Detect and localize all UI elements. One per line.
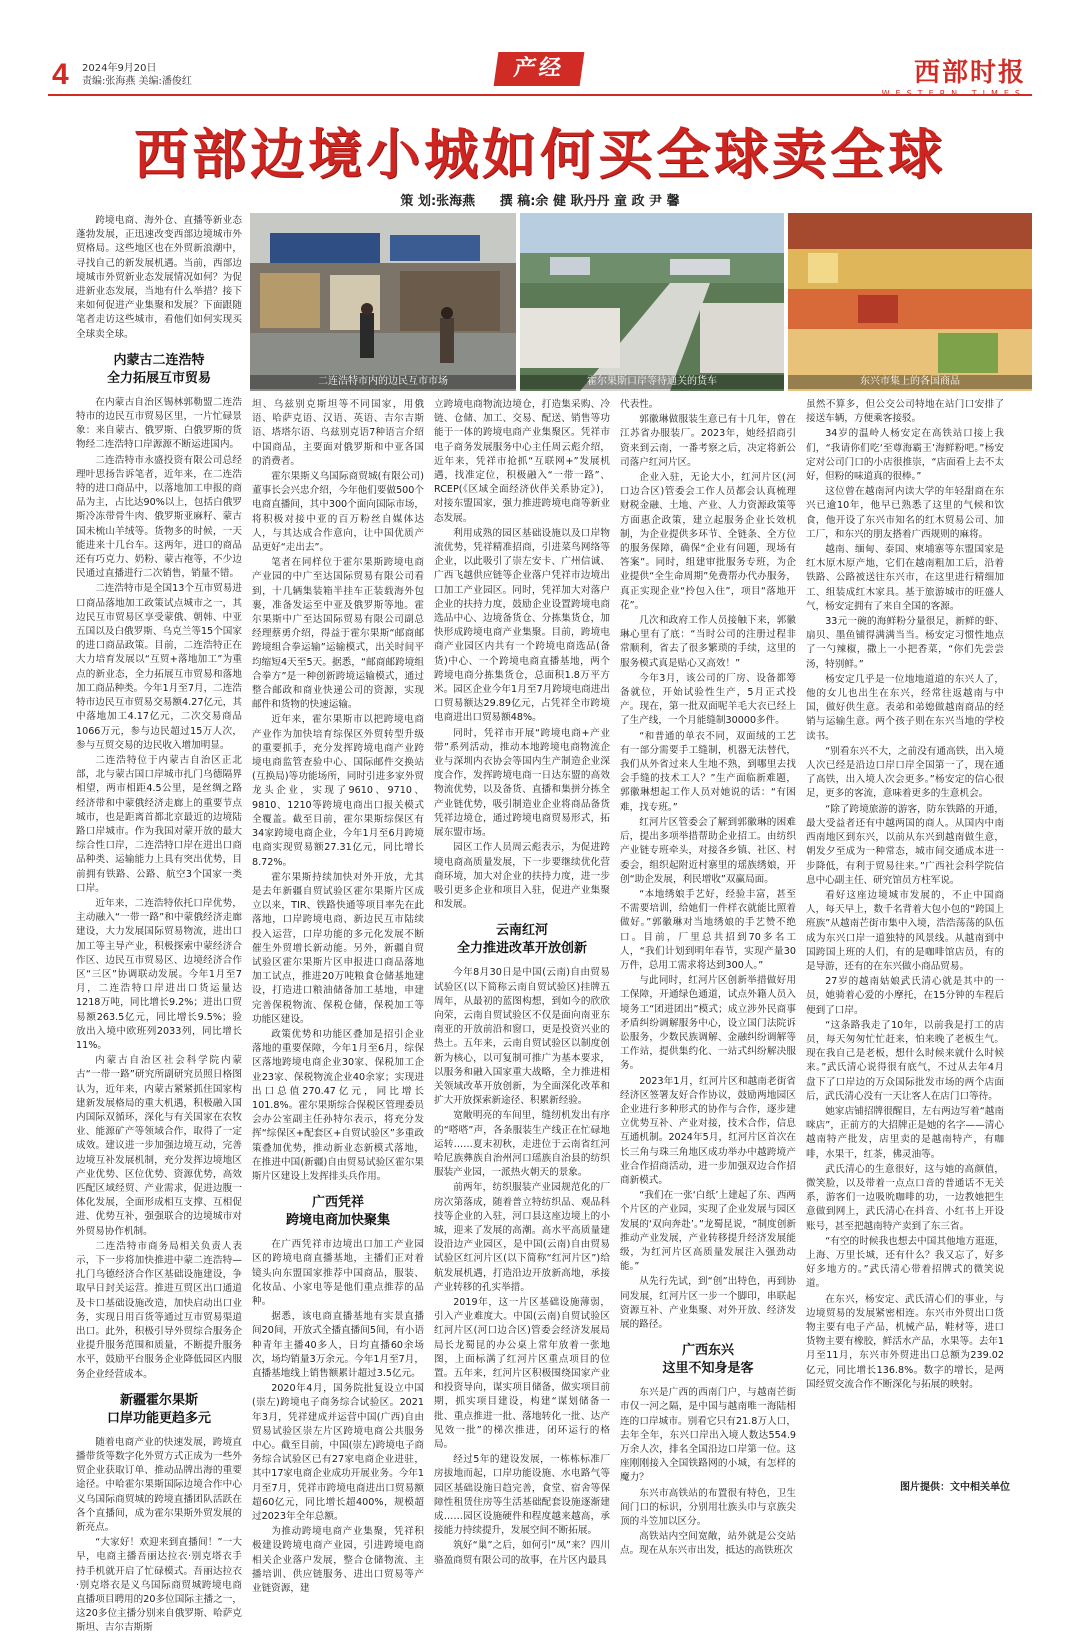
paragraph: 在广西凭祥市边境出口加工产业园区的跨境电商直播基地，主播们正对着镜头向东盟国家推荐中国商品，服装、化妆品、小家电等是他们重点推荐的品种。 (252, 1239, 424, 1307)
paragraph: 二连浩特位于内蒙古自治区正北部，北与蒙古国口岸城市扎门乌德隔界相望，两市相距4.5公里，是丝绸之路经济带和中蒙俄经济走廊上的重要节点城市，也是距离首都北京最近的边境陆路口岸城市。作为我国对蒙开放的最大综合性口岸，二连浩特口岸在进出口商品种类、运输能力上具有突出优势，目前拥有铁路、公路、航空3个国家一类口岸。 (76, 754, 242, 894)
subheading-line: 全力拓展互市贸易 (106, 370, 211, 386)
paragraph: 2023年1月，红河片区和越南老街省经济区签署友好合作协议，鼓励两地园区企业进行多种形式的协作与合作，逐步建立优势互补、产业对接，技术合作，信息互通机制。2024年5月，红河片区首次在长三角与珠三角地区成功举办中越跨境产业合作招商活动，进一步加强双边合作招商新模式。 (620, 1075, 796, 1186)
writers: 撰 稿:余 健 耿丹丹 童 政 尹 馨 (499, 194, 680, 209)
paragraph: 33元一碗的海鲜粉分量很足，新鲜的虾、扇贝、墨鱼铺得满满当当。杨安定习惯性地点了一勺辣椒，撒上一小把香菜，“你们先尝尝汤，特别鲜。” (806, 616, 1004, 670)
port-illustration (520, 213, 784, 391)
paragraph: 这位曾在越南河内读大学的年轻甜商在东兴已逾10年，他早已熟悉了这里的气候和饮食，他开设了东兴市知名的红木贸易公司、加工厂，和东兴的朋友搭着广西规则的麻将。 (806, 486, 1004, 540)
paragraph: 红河片区管委会了解到郭徽琳的困难后，提出多项举措帮助企业招工。由纺织产业链专班牵头，对接各乡镇、社区、村委会，组织起附近村寨里的瑶族绣娘，开创“助企发展，利民增收”双赢局面。 (620, 816, 796, 885)
photo-caption: 霍尔果斯口岸等待通关的货车 (520, 375, 784, 389)
photo-goods (788, 213, 1032, 391)
paragraph: 越南、缅甸、泰国、柬埔寨等东盟国家是红木原木原产地，它们在越南粗加工后，沿着铁路、公路被送往东兴市，在这里进行精细加工、组装成红木家具。基于旅游城市的旺盛人气，杨安定拥有了来自全国的客源。 (806, 544, 1004, 612)
paragraph: 近年来，霍尔果斯市以把跨境电商产业作为加快培育综保区外贸转型升级的重要抓手，充分发挥跨境电商产业跨境电商监管查验中心、国际邮件交换站(互换局)等功能场所，同时引进多家外贸龙头企业，实现了9610、9710、9810、1210等跨境电商出口报关模式全覆盖。截至目前，霍尔果斯综保区有34家跨境电商企业，今年1月至6月跨境电商实现贸易额27.31亿元，同比增长8.72%。 (252, 714, 424, 868)
paragraph: 2019年，这一片区基础设施薄弱，引入产业难度大。中国(云南)自贸试验区红河片区(河口边合区)管委会经济发展局局长龙蜀昆的办公桌上常年放着一张地图，上面标满了红河片区重点项目的位置。五年来，红河片区积极围绕国家产业和投资导向，谋实项目储备，做实项目前期，抓实项目建设，构建“谋划储备一批、重点推进一批、落地转化一批、达产见效一批”的梯次推进，闭环运行的格局。 (434, 1296, 610, 1451)
paragraph: 34岁的温岭人杨安定在高铁站口接上我们，“我请你们吃‘至尊海霸王’海鲜粉吧。”杨安定对公司门口的小店很推崇，“店面看上去不太好，但粉的味道真的很棒。” (806, 428, 1004, 483)
column-4 (620, 398, 796, 1557)
paragraph: 立跨境电商物流边境仓，打造集采购、冷链、仓储、加工、交易、配送、销售等功能于一体的跨境电商产业集聚区。凭祥市电子商务发展服务中心主任周云彪介绍，近年来，凭祥市抢抓“互联网+”发展机遇，找准定位，积极融入“一带一路”、RCEP(《区域全面经济伙伴关系协定》)，对接东盟国家，强力推进跨境电商等新业态发展。 (434, 399, 610, 524)
subheading-pingxiang (252, 1194, 424, 1230)
masthead-title: 西部时报 (913, 58, 1026, 88)
paragraph: 宽敞明亮的车间里，缝纫机发出有序的“嗒嗒”声，各条服装生产线正在忙碌地运转……夏末初秋，走进位于云南省红河哈尼族彝族自治州河口瑶族自治县的纺织服装产业园，一派热火朝天的景象。 (434, 1110, 610, 1179)
paragraph: 园区工作人员周云彪表示，为促进跨境电商高质量发展，下一步要继续优化营商环境，加大对企业的扶持力度，进一步吸引更多企业和项目入驻，促进产业集聚和发展。 (434, 842, 610, 911)
column-2 (252, 398, 424, 1595)
paragraph: 二连浩特市商务局相关负责人表示，下一步将加快推进中蒙二连浩特—扎门乌德经济合作区基础设施建设，争取早日封关运营。推进互贸区出口通道及卡口基础设施改造，加快启动出口业务，实现日用百货等通过互市贸易渠道出口。此外，积极引导外贸综合服务企业提升服务范围和质量，不断提升服务水平，鼓励平台服务企业降低园区内服务企业经营成本。 (76, 1240, 242, 1380)
market-illustration (250, 213, 516, 391)
paragraph: 与此同时，红河片区创新举措做好用工保障，开通绿色通道，试点外籍人员入境务工“团进团出”模式；成立涉外民商事矛盾纠纷调解服务中心，设立国门法院诉讼服务，少数民族调解、金融纠纷调解等工作站，提供集约化、一站式纠纷解决服务。 (620, 975, 796, 1072)
paragraph: 二连浩特市是全国13个互市贸易进口商品落地加工政策试点城市之一，其边民互市贸易区享受蒙俄、朝韩、中亚五国以及白俄罗斯、乌克兰等15个国家的进口商品政策。目前，二连浩特正在大力培育发展以“互贸+落地加工”为重点的新业态，全力拓展互市贸易和落地加工商品种类。今年1月至7月，二连浩特市边民互市贸易交易额4.27亿元，其中落地加工4.17亿元，二次交易商品1066万元，参与边民超过15万人次，参与互贸交易的边民收入增加明显。 (76, 583, 242, 751)
column-1 (76, 214, 242, 1634)
byline (48, 190, 1032, 209)
paragraph: 在东兴，杨安定、武氏清心们的事业，与边境贸易的发展紧密相连。东兴市外贸出口货物主要有电子产品，机械产品，鞋材等，进口货物主要有橡胶，鲜活水产品，水果等。去年1月至11月，东兴市外贸进出口总额为239.02亿元，同比增长136.8%。数字的增长，是两国经贸交流合作不断深化与拓展的映射。 (806, 1293, 1004, 1390)
paragraph: 今年8月30日是中国(云南)自由贸易试验区(以下简称云南自贸试验区)挂牌五周年，从最初的蓝图构想，到如今的欣欣向荣，云南自贸试验区不仅是面向南亚东南亚的开放前沿和窗口，更是投资兴业的热土。五年来，云南自贸试验区以制度创新为核心，以可复制可推广为基本要求，以服务和融入国家重大战略，全力推进相关领域改革开放创新，为全面深化改革和扩大开放探索新途径、积累新经验。 (434, 967, 610, 1107)
paragraph: 她家店铺招牌很醒目，左右两边写着“越南咪店”，正前方的大招牌正是她的名字——清心越南特产批发，店里卖的是越南特产，有咖啡，水果干，红茶，佛灵油等。 (806, 1105, 1004, 1160)
paragraph: 武氏清心的生意很好，这与她的高颜值，微笑脸，以及带着一点点口音的普通话不无关系，游客们一边吸吮咖啡的功，一边教她把生意做到网上，武氏清心在抖音、小红书上开设账号，甚至把越南特产卖到了东三省。 (806, 1163, 1004, 1232)
subheading-line: 新疆霍尔果斯 (119, 1392, 198, 1408)
subheading-line: 云南红河 (495, 923, 548, 939)
photo-market (250, 213, 516, 391)
paragraph: 同时，凭祥市开展“跨境电商+产业带”系列活动，推动本地跨境电商物流企业与深圳内衣协会等国内生产制造企业深度合作，发挥跨境电商一日达东盟的高效物流优势，以及备货、直播和集拼分拣全产业链优势，吸引制造业企业将商品备货凭祥边境仓，通过跨境电商贸易形式，拓展东盟市场。 (434, 727, 610, 839)
paragraph: 今年3月，该公司的厂房、设备都筹备就位，开始试验性生产，5月正式投产。现在，第一批双面呢羊毛大衣已经上了生产线，一个月能缝制30000多件。 (620, 672, 796, 727)
paragraph: 东兴是广西的西南门户，与越南芒街市仅一河之隔，是中国与越南唯一海陆相连的口岸城市。别看它只有21.8万人口，去年全年，东兴口岸出入境人数达554.9万余人次，排名全国沿边口岸第一位。这座刚刚接入全国铁路网的小城，有怎样的魔力？ (620, 1387, 796, 1484)
photo-credit: 图片提供：文中相关单位 (900, 1482, 1010, 1493)
subheading-line: 这里不知身是客 (662, 1361, 754, 1377)
paragraph: 在内蒙古自治区锡林郭勒盟二连浩特市的边民互市贸易区里，一片忙碌景象：来自蒙古、俄罗斯、白俄罗斯的货物经二连浩特口岸源源不断运进国内。 (76, 396, 242, 451)
photo-caption: 东兴市集上的各国商品 (788, 375, 1032, 389)
paragraph: “有空的时候我也想去中国其他地方逛逛，上海、万里长城，还有什么？我又忘了，好多好多地方的。”武氏清心带着招牌式的微笑说道。 (806, 1235, 1004, 1290)
paragraph: “这条路我走了10年，以前我是打工的店员，每天匆匆忙忙赶来，怕来晚了老板生气。现在我自己是老板，想什么时候来就什么时候来。”武氏清心说得很有底气，不过从去年4月盘下了口岸边的万众国际批发市场的两个店面后，武氏清心没有一天让客人在店门口等待。 (806, 1019, 1004, 1102)
paragraph: 筑好“巢”之后，如何引“凤”来？四川骆盈商贸有限公司的故事，在片区内最具 (434, 1540, 610, 1566)
photo-caption: 二连浩特市内的边民互市市场 (250, 375, 516, 389)
paragraph: 看好这座边境城市发展的，不止中国商人，每天早上，数千名背着大包小包的“跨国上班族”从越南芒街市集中入境，浩浩荡荡的队伍成为东兴口岸一道独特的风景线。从越南到中国跨国上班的人们，有的是咖啡馆店员，有的是导游，还有的在东兴做小商品贸易。 (806, 889, 1004, 972)
subheading-line: 广西东兴 (681, 1343, 734, 1359)
subheading-dongxing (620, 1342, 796, 1378)
paragraph: 内蒙古自治区社会科学院内蒙古“一带一路”研究所副研究员照日格图认为，近年来，内蒙古紧紧抓住国家构建新发展格局的重大机遇，积极融入国内国际双循环，深化与有关国家在农牧业、能源矿产等领域合作，取得了一定成效。建议进一步加强边境互动，完善边境互补发展机制，充分发挥边境地区产业优势、区位优势、资源优势，高效匹配区域经贸、产业需求，促进边腹一体化发展，全面形成相互支撑、互相促进、优势互补，强强联合的边境城市对外贸易协作机制。 (76, 1055, 242, 1237)
paragraph: “别看东兴不大，之前没有通高铁，出入境人次已经是沿边口岸口岸全国第一了，现在通了高铁，出入境人次会更多。”杨安定的信心很足，更多的客流，意味着更多的生意机会。 (806, 745, 1004, 800)
paragraph: 为推动跨境电商产业集聚，凭祥积极建设跨境电商产业园，引进跨境电商相关企业落户发展，整合仓储物流、主播培训、供应链服务、进出口贸易等产业链资源，建 (252, 1526, 424, 1595)
paragraph: 政策优势和功能区叠加是招引企业落地的重要保障，今年1月至6月，综保区落地跨境电商企业30家、保税加工企业23家、保税物流企业40余家；实现进出口总值270.47亿元，同比增长101.8%。霍尔果斯综合保税区管理委员会办公室副主任孙特尔表示，将充分发挥“综保区+配套区+自贸试验区”多重政策叠加优势，推动新业态新模式落地，在推进中国(新疆)自由贸易试验区霍尔果斯片区建设上发挥排头兵作用。 (252, 1028, 424, 1182)
column-5 (806, 398, 1004, 1470)
paragraph: “本地绣娘手艺好，经验丰富，甚至不需要培训，给她们一件样衣就能比照着做好。”郭徽琳对当地绣娘的手艺赞不绝口。目前，厂里总共招到70多名工人，“我们计划到明年春节，实现产量30万件，总用工需求将达到300人。” (620, 888, 796, 971)
paragraph: “和普通的单衣不同，双面绒的工艺有一部分需要手工缝制，机器无法替代，我们从外省过来人生地不熟，到哪里去找会手缝的技术工人？”生产面临新难题，郭徽琳想起工作人员对她说的话：“有困难，找专班。” (620, 730, 796, 813)
paragraph: 二连浩特市永盛投资有限公司总经理叶思扬告诉笔者，近年来，在二连浩特的进口商品中，以落地加工申报的商品为主，占比达90%以上，包括白俄罗斯冷冻带骨牛肉、俄罗斯亚麻籽、蒙古国未梳山羊绒等。货物多的时候，一天能进来十几台车。这两年，进口的商品还有巧克力、奶粉、蒙古袍等，不少边民通过直播进行二次销售，销量不错。 (76, 454, 242, 580)
intro-paragraph: 跨境电商、海外仓、直播等新业态蓬勃发展，正迅速改变西部边境城市外贸格局。这些地区也在外贸新浪潮中，寻找自己的新发展机遇。当前，西部边境城市外贸新业态发展情况如何？为促进新业态发展，当地有什么举措？接下来如何促进产业集聚和发展？下面跟随笔者走访这些城市，看他们如何实现买全球卖全球。 (76, 215, 242, 340)
subheading-line: 口岸功能更趋多元 (106, 1410, 211, 1426)
paragraph: 高铁站内空间宽敞，站外就是公交站点。现在从东兴市出发，抵达的高铁班次 (620, 1531, 796, 1557)
subheading-line: 全力推进改革开放创新 (456, 941, 587, 957)
subheading-horgos (76, 1392, 242, 1428)
headline: 西部边境小城如何买全球卖全球 (134, 123, 946, 186)
paragraph: 近年来，二连浩特依托口岸优势，主动融入“一带一路”和中蒙俄经济走廊建设，大力发展国际贸易物流，进出口加工等主导产业，积极探索中蒙经济合作区、边民互市贸易区、边境经济合作区“三区”协调联动发展。今年1月至7月，二连浩特口岸进出口货运量达1218万吨，同比增长9.2%；进出口贸易额263.5亿元，同比增长9.5%；验放出入境中欧班列2033列，同比增长11%。 (76, 897, 242, 1051)
subheading-line: 广西凭祥 (311, 1195, 364, 1211)
editors-line: 责编:张海燕 美编:潘俊红 (82, 76, 192, 87)
paragraph: 霍尔果斯义乌国际商贸城(有限公司)董事长会兴忠介绍，今年他们要做500个电商直播间，其中300个面向国际市场，将积极对接中亚的百万粉丝自媒体达人，与其达成合作意向，让中国优质产品更好“走出去”。 (252, 471, 424, 554)
paragraph: 东兴市高铁站的布置很有特色，卫生间门口的标识，分别用壮族头巾与京族尖顶的斗笠加以区分。 (620, 1487, 796, 1528)
page-number: 4 (52, 58, 69, 91)
paragraph: 据悉，该电商直播基地有实景直播间20间，开放式全播直播间5间，有小语种青年主播40多人，日均直播60余场次，场均销量3万余元。今年1月至7月，直播基地线上销售额累计超过3.5亿元。 (252, 1311, 424, 1379)
paragraph: “我们在一张‘白纸’上建起了东、西两个片区的产业园，实现了企业发展与园区发展的‘双向奔赴’。”龙蜀昆说，“制度创新推动产业发展，产业转移提升经济发展能级，为红河片区高质量发展注入强劲动能。” (620, 1190, 796, 1273)
paragraph: 代表性。 (620, 399, 659, 410)
paragraph: 霍尔果斯持续加快对外开放，尤其是去年新疆自贸试验区霍尔果斯片区成立以来，TIR、铁路快通等项目率先在此落地，口岸跨境电商、新边民互市陆续投入运营，口岸功能的多元化发展不断催生外贸增长新动能。另外，新疆自贸试验区霍尔果斯片区申报进口商品落地加工试点，推进20万吨粮食仓储基地建设，打造进口粮油储备加工基地，申建完善保税物流、保税仓储，保税加工等功能区建设。 (252, 871, 424, 1025)
paragraph: 郭徽琳做服装生意已有十几年，曾在江苏省办服装厂。2023年，她经招商引资来到云南，一番考察之后，决定将新公司落户红河片区。 (620, 414, 796, 468)
masthead (882, 52, 1026, 98)
paragraph: 虽然不算多，但公交公司特地在站门口安排了接送车辆，方便乘客接驳。 (806, 399, 1004, 425)
paragraph: 前两年，纺织服装产业园规范化的厂房次第落成，随着普立特纺织品、观品科技等企业的入驻，河口县这座边境上的小城，迎来了发展的高潮。高水平高质量建设沿边产业园区，是中国(云南)自由贸易试验区红河片区(以下简称“红河片区”)给航发展机遇，打造沿边开放新高地，承接产业转移的孔实举措。 (434, 1182, 610, 1293)
paragraph: 经过5年的建设发展，一栋栋标准厂房拔地而起，口岸功能设施、水电路气等园区基础设施日趋完善，食堂、宿舍等保障性租赁住房等生活基础配套设施逐渐建成……园区设施硬件和程度越来越高，承接能力持续提升，发展空间不断拓展。 (434, 1454, 610, 1537)
issue-date: 2024年9月20日 (82, 63, 157, 74)
subheading-erlianhot (76, 352, 242, 388)
paragraph: 利用成熟的园区基础设施以及口岸物流优势，凭祥精准招商，引进菜鸟网络等企业，以此吸引了崇左安卡、广州信诚、广西飞越供应链等企业落户凭祥市边境出口加工产业园区。同时，凭祥加大对落户企业的扶持力度，鼓励企业设置跨境电商选品中心、边境备货仓、分拣集货仓，加快形成跨境电商产业集聚。目前，跨境电商产业园区内共有一个跨境电商选品(备货)中心、一个跨境电商直播基地，两个跨境电商分拣集货仓，总面积1.8万平方米。园区企业今年1月至7月跨境电商进出口贸易额达29.89亿元，占凭祥全市跨境电商进出口贸易额48%。 (434, 527, 610, 724)
paragraph: 几次和政府工作人员接触下来，郭徽琳心里有了底：“当时公司的注册过程非常顺利，省去了很多繁琐的手续，这里的服务模式真是贴心又高效！” (620, 615, 796, 669)
paragraph: 随着电商产业的快速发展，跨境直播带货等数字化外贸方式正成为一些外贸企业获取订单、推动品牌出海的重要途径。中哈霍尔果斯国际边境合作中心义乌国际商贸城的跨境直播团队活跃在各个直播间，成为霍尔果斯外贸发展的新亮点。 (76, 1436, 242, 1534)
paragraph: 企业入驻，无论大小，红河片区(河口边合区)管委会工作人员都会认真梳理财税金融、土地、产业、人力资源政策等方面惠企政策，建立起服务企业长效机制，为企业提供多环节、全链条、全方位的服务保障，确保“企业有问题，现场有答案”。同时，组建审批服务专班，为企业提供“全生命周期”免费帮办代办服务，真正实现企业“拎包入住”，项目“落地开花”。 (620, 472, 796, 611)
paragraph: 27岁的越南姑娘武氏清心就是其中的一员，她骑着心爱的小摩托，在15分钟的车程后便到了口岸。 (806, 976, 1004, 1016)
subheading-line: 内蒙古二连浩特 (113, 352, 205, 368)
subheading-line: 跨境电商加快聚集 (285, 1213, 390, 1229)
paragraph: “大家好！欢迎来到直播间！”一大早，电商主播吾丽达拉衣·别克塔衣手持手机就开启了忙碌模式。吾丽达拉衣·别克塔衣是义乌国际商贸城跨境电商直播项目聘用的20多位国际主播之一，这20多位主播分别来自俄罗斯、哈萨克斯坦、吉尔吉斯斯 (76, 1537, 242, 1634)
header-rule (48, 94, 1032, 96)
planner: 策 划:张海燕 (400, 194, 476, 209)
column-3 (434, 398, 610, 1566)
paragraph: 从先行先试，到“创”出特色，再到协同发展，红河片区一步一个脚印，串联起资源互补、产业集聚、对外开放、经济发展的路径。 (620, 1276, 796, 1330)
header-meta (82, 62, 192, 88)
paragraph: 2020年4月，国务院批复设立中国(崇左)跨境电子商务综合试验区。2021年3月，凭祥建成并运营中国(广西)自由贸易试验区崇左片区跨境电商公共服务中心。截至目前，中国(崇左)跨境电子商务综合试验区已有27家电商企业进驻，其中17家电商企业成功开展业务。今年1月至7月，凭祥市跨境电商进出口贸易额超60亿元，同比增长超400%，规模超过2023年全年总额。 (252, 1383, 424, 1523)
paragraph: 坦、乌兹别克斯坦等不同国家，用俄语、哈萨克语、汉语、英语、吉尔吉斯语、塔塔尔语、乌兹别克语7种语言介绍中国商品，主要面对俄罗斯和中亚各国的消费者。 (252, 399, 424, 467)
paragraph: 笔者在同样位于霍尔果斯跨境电商产业园的中广至达国际贸易有限公司看到，十几辆集装箱半挂车正装载海外包裹，准备发运至中亚及俄罗斯等地。霍尔果斯中广至达国际贸易有限公司副总经理蔡勇介绍，得益于霍尔果斯“邮商邮跨境组合拳运输”运输模式，出关时间平均缩短4天至5天。据悉，“邮商邮跨境组合拳方”是一种创新跨境运输模式，通过整合邮政和商业快递公司的资源，实现邮件和货物的快速运输。 (252, 557, 424, 711)
section-banner: 产经 (494, 52, 585, 86)
photo-port (520, 213, 784, 391)
goods-illustration (788, 213, 1032, 391)
subheading-honghe (434, 922, 610, 958)
paragraph: 杨安定几乎是一位地地道道的东兴人了，他的女儿也出生在东兴，经常往返越南与中国，做好供生意。表弟和弟媳做越南商品的经销与运输生意。两个孩子则在东兴当地的学校读书。 (806, 673, 1004, 742)
paragraph: “除了跨境旅游的游客，防东铁路的开通，最大受益者还有中越两国的商人。从国内中南西南地区到东兴，以前从东兴到越南做生意，朝发夕至成为一种常态，城市间交通成本进一步降低，有利于贸易往来。”广西社会科学院信息中心副主任、研究馆员方柱军说。 (806, 803, 1004, 886)
